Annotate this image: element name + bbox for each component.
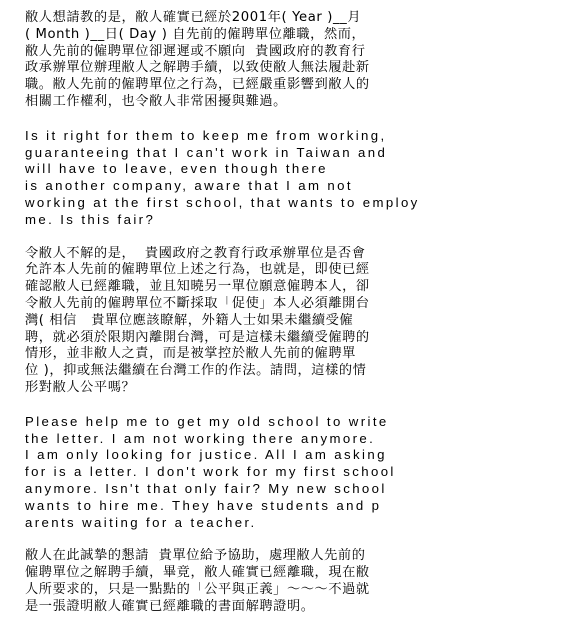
- text-line: 政承辦單位辦理敝人之解聘手續，以致使敝人無法履赴新: [25, 60, 370, 76]
- text-line: ( Month )__日( Day ) 自先前的僱聘單位離職，然而，: [25, 26, 366, 42]
- text-line: 敝人想請教的是，敝人確實已經於2001年( Year )__月: [25, 10, 362, 25]
- paragraph-en-question: [25, 128, 570, 229]
- text-line: will have to leave, even though there: [25, 161, 328, 177]
- text-line: me. Is this fair?: [25, 211, 156, 227]
- text-line: 令敝人不解的是， 貴國政府之教育行政承辦單位是否會: [25, 245, 366, 261]
- text-line: guaranteeing that I can't work in Taiwan and: [25, 144, 388, 160]
- text-line: is another company, aware that I am not: [25, 178, 353, 194]
- text-line: 情形，並非敝人之責，而是被掌控於敝人先前的僱聘單: [25, 346, 356, 362]
- text-line: 允許本人先前的僱聘單位上述之行為，也就是，即使已經: [25, 262, 370, 278]
- text-line: 形對敝人公平嗎？: [25, 379, 136, 395]
- text-line: for is a letter. I don't work for my first school: [25, 464, 396, 480]
- text-line: 是一張證明敝人確實已經離職的書面解聘證明。: [25, 598, 315, 614]
- paragraph-spacer: [25, 229, 570, 246]
- text-line: arents waiting for a teacher.: [25, 514, 257, 530]
- paragraph-en-request: [25, 414, 570, 532]
- text-line: Is it right for them to keep me from working,: [25, 127, 387, 143]
- paragraph-zh-concern: [25, 246, 570, 397]
- paragraph-spacer: [25, 111, 570, 128]
- text-line: 灣( 相信 貴單位應該瞭解，外籍人士如果未繼續受僱: [25, 312, 354, 328]
- text-line: the letter. I am not working there anymore.: [25, 430, 376, 446]
- paragraph-spacer: [25, 531, 570, 548]
- text-line: working at the first school, that wants to employ: [25, 194, 420, 210]
- text-line: 位 )，抑或無法繼續在台灣工作的作法。請問，這樣的情: [25, 363, 367, 379]
- text-line: 聘，就必須於限期內離開台灣，可是這樣未繼續受僱聘的: [25, 329, 370, 345]
- letter-document: [25, 10, 570, 616]
- paragraph-zh-inquiry: [25, 10, 570, 111]
- text-line: 人所要求的，只是一點點的「公平與正義」～～～不過就: [25, 581, 370, 597]
- text-line: 敝人在此誠摯的懇請 貴單位給予協助，處理敝人先前的: [25, 548, 366, 564]
- paragraph-spacer: [25, 397, 570, 414]
- text-line: 令敝人先前的僱聘單位不斷採取「促使」本人必須離開台: [25, 295, 370, 311]
- paragraph-zh-plea: [25, 548, 570, 615]
- text-line: 確認敝人已經離職，並且知曉另一單位願意僱聘本人，卻: [25, 279, 370, 295]
- text-line: 相關工作權利，也令敝人非常困擾與難過。: [25, 93, 287, 109]
- text-line: I am only looking for justice. All I am asking: [25, 447, 387, 463]
- text-line: 敝人先前的僱聘單位卻遲遲或不願向 貴國政府的教育行: [25, 43, 366, 59]
- text-line: wants to hire me. They have students and p: [25, 497, 382, 513]
- text-line: 僱聘單位之解聘手續，畢竟，敝人確實已經離職，現在敝: [25, 565, 370, 581]
- text-line: anymore. Isn't that only fair? My new school: [25, 480, 387, 496]
- text-line: Please help me to get my old school to write: [25, 413, 389, 429]
- text-line: 職。敝人先前的僱聘單位之行為，已經嚴重影響到敝人的: [25, 77, 370, 93]
